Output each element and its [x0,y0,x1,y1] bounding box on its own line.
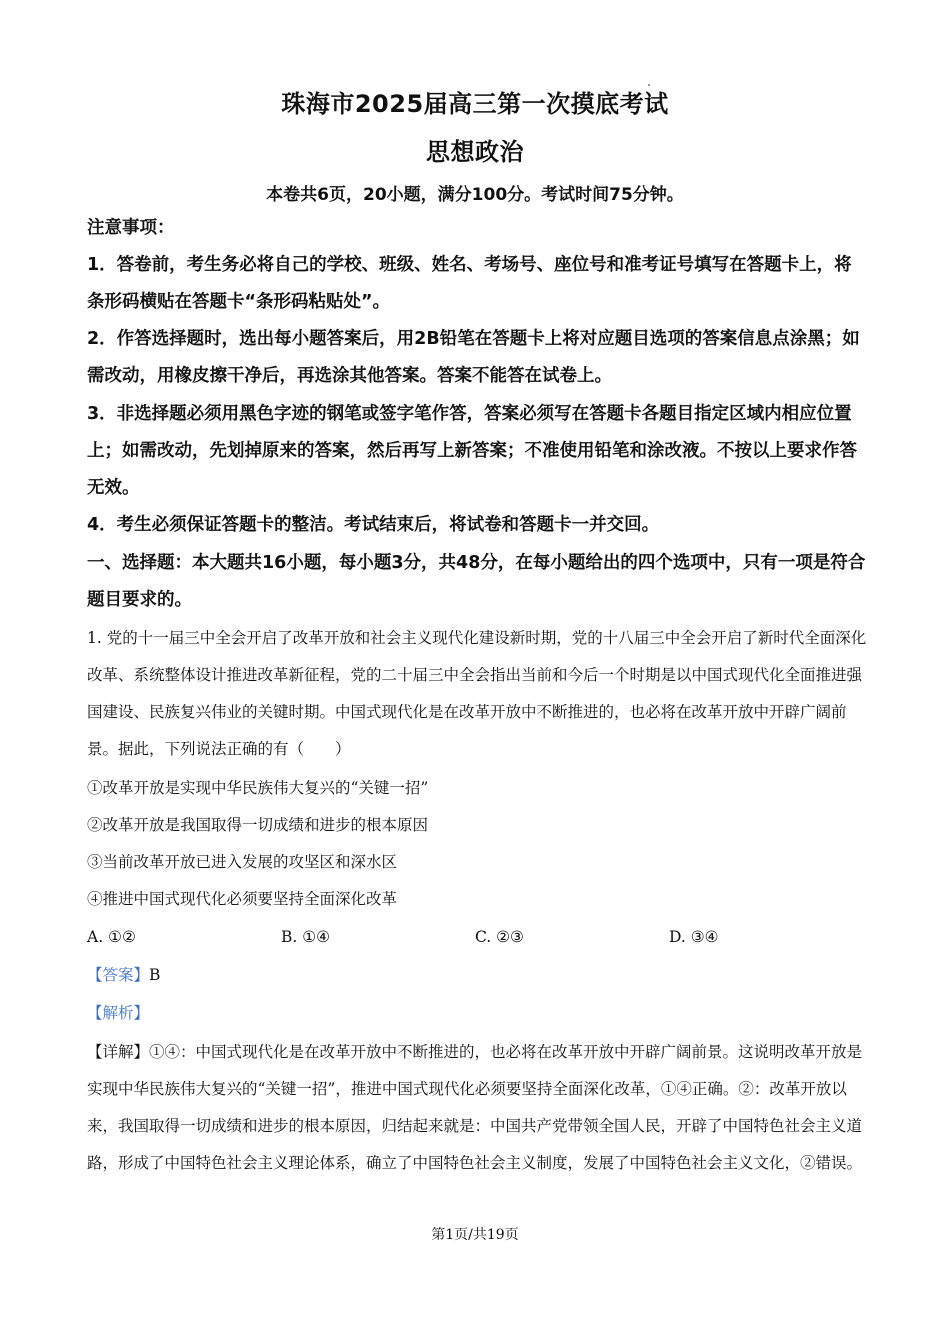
note-item: 2．作答选择题时，选出每小题答案后，用2B铅笔在答题卡上将对应题目选项的答案信息点涂黑；如需改动，用橡皮擦干净后，再选涂其他答案。答案不能答在试卷上。 [87,329,860,386]
choice-c: C. ②③ [475,928,524,946]
answer-line [87,957,867,994]
answer-label: 【答案】 [87,966,150,984]
detail-explanation: 【详解】①④：中国式现代化是在改革开放中不断推进的，也必将在改革开放中开辟广阔前景。这说明改革开放是实现中华民族伟大复兴的“关键一招”，推进中国式现代化必须要坚持全面深化改革，①④正确。②：改革开放以来，我国取得一切成绩和进步的根本原因，归结起来就是：中国共产党带领全国人民，开辟了中国特色社会主义道路，形成了中国特色社会主义理论体系，确立了中国特色社会主义制度，发展了中国特色社会主义文化，②错误。 [87,1043,863,1172]
choice-a: A. ①② [87,928,136,946]
subject-title: 思想政治 [426,138,524,166]
choice-d: D. ③④ [669,928,719,946]
choice-b: B. ①④ [281,928,331,946]
notes-heading: 注意事项： [87,218,175,238]
statement-item: ①改革开放是实现中华民族伟大复兴的“关键一招” [87,779,429,797]
answer-value: B [149,966,161,984]
exam-title: 珠海市2025届高三第一次摸底考试 [281,90,669,118]
note-item: 3．非选择题必须用黑色字迹的钢笔或签字笔作答，答案必须写在答题卡各题目指定区域内相应位置上；如需改动，先划掉原来的答案，然后再写上新答案；不准使用铅笔和涂改液。不按以上要求作答无效。 [87,404,857,498]
exam-info: 本卷共6页，20小题，满分100分。考试时间75分钟。 [266,185,684,205]
answer-choices [87,919,867,956]
question-stem: 1. 党的十一届三中全会开启了改革开放和社会主义现代化建设新时期，党的十八届三中全会开启了新时代全面深化改革、系统整体设计推进改革新征程，党的二十届三中全会指出当前和今后一个时期是以中国式现代化全面推进强国建设、民族复兴伟业的关键时期。中国式现代化是在改革开放中不断推进的，也必将在改革开放中开辟广阔前景。据此，下列说法正确的有（ ） [87,629,867,758]
statement-item: ④推进中国式现代化必须要坚持全面深化改革 [87,890,398,908]
note-item: 4．考生必须保证答题卡的整洁。考试结束后，将试卷和答题卡一并交回。 [87,515,660,535]
note-item: 1．答卷前，考生务必将自己的学校、班级、姓名、考场号、座位号和准考证号填写在答题卡上，将条形码横贴在答题卡“条形码粘贴处”。 [87,255,852,312]
statement-item: ③当前改革开放已进入发展的攻坚区和深水区 [87,853,398,871]
section-heading: 一、选择题：本大题共16小题，每小题3分，共48分，在每小题给出的四个选项中，只有一项是符合题目要求的。 [87,553,866,610]
analysis-label: 【解析】 [87,1004,150,1022]
page-footer: 第1页/共19页 [431,1227,519,1243]
analysis-line [87,995,867,1032]
statement-item: ②改革开放是我国取得一切成绩和进步的根本原因 [87,816,429,834]
